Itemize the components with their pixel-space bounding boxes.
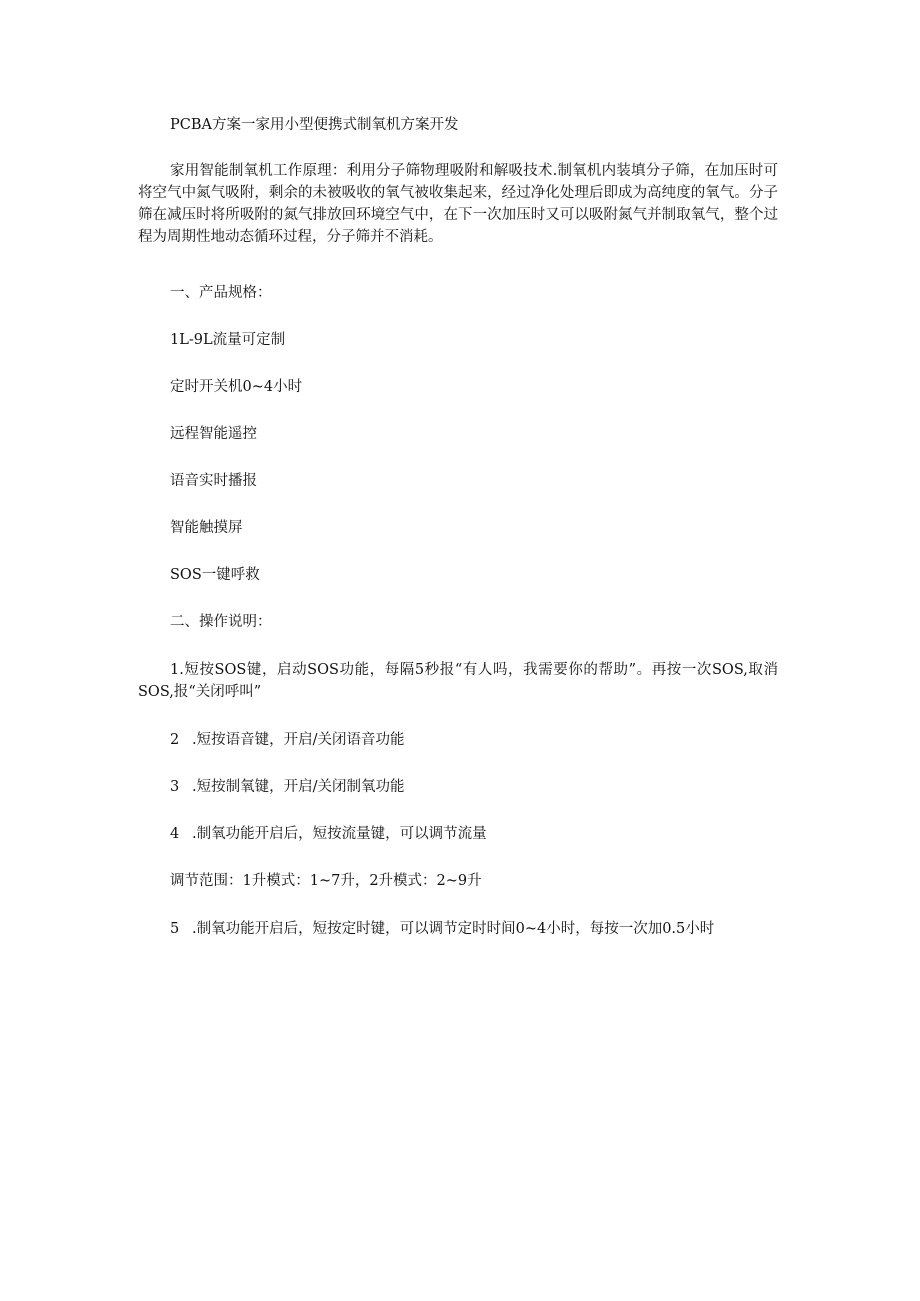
op-item-3 [170,776,405,798]
op-item-1: 1.短按SOS键，启动SOS功能，每隔5秒报“有人吗，我需要你的帮助”。再按一次SOS,取消SOS,报“关闭呼叫” [138,662,778,700]
range-line: 调节范围：1升模式：1~7升，2升模式：2~9升 [170,873,482,889]
op-item-5 [170,918,714,940]
spec-item: 智能触摸屏 [170,520,243,536]
spec-item: 语音实时播报 [170,473,257,489]
op-number: 5 [170,921,180,937]
document-title: PCBA方案一家用小型便携式制氧机方案开发 [170,117,459,133]
op-text: .短按语音键，开启/关闭语音功能 [192,732,405,748]
intro-paragraph: 家用智能制氧机工作原理：利用分子筛物理吸附和解吸技术.制氧机内装填分子筛，在加压时可将空气中氮气吸附，剩余的未被吸收的氧气被收集起来，经过净化处理后即成为高纯度的氧气。分子筛在减压时将所吸附的氮气排放回环境空气中，在下一次加压时又可以吸附氮气并制取氧气，整个过程为周期性地动态循环过程，分子筛并不消耗。 [138,163,778,245]
spec-item: 远程智能遥控 [170,426,257,442]
op-item-4 [170,823,487,845]
spec-heading: 一、产品规格： [170,285,272,301]
spec-item: 1L-9L流量可定制 [170,332,286,348]
op-text: .短按制氧键，开启/关闭制氧功能 [192,779,405,795]
op-number: 3 [170,779,180,795]
op-number: 2 [170,732,180,748]
ops-heading: 二、操作说明： [170,614,272,630]
spec-item: 定时开关机0~4小时 [170,379,303,395]
op-text: .制氧功能开启后，短按定时键，可以调节定时时间0~4小时，每按一次加0.5小时 [192,921,715,937]
op-item-2 [170,729,405,751]
op-number: 4 [170,826,180,842]
spec-item: SOS一键呼救 [170,567,260,583]
op-text: .制氧功能开启后，短按流量键，可以调节流量 [192,826,487,842]
